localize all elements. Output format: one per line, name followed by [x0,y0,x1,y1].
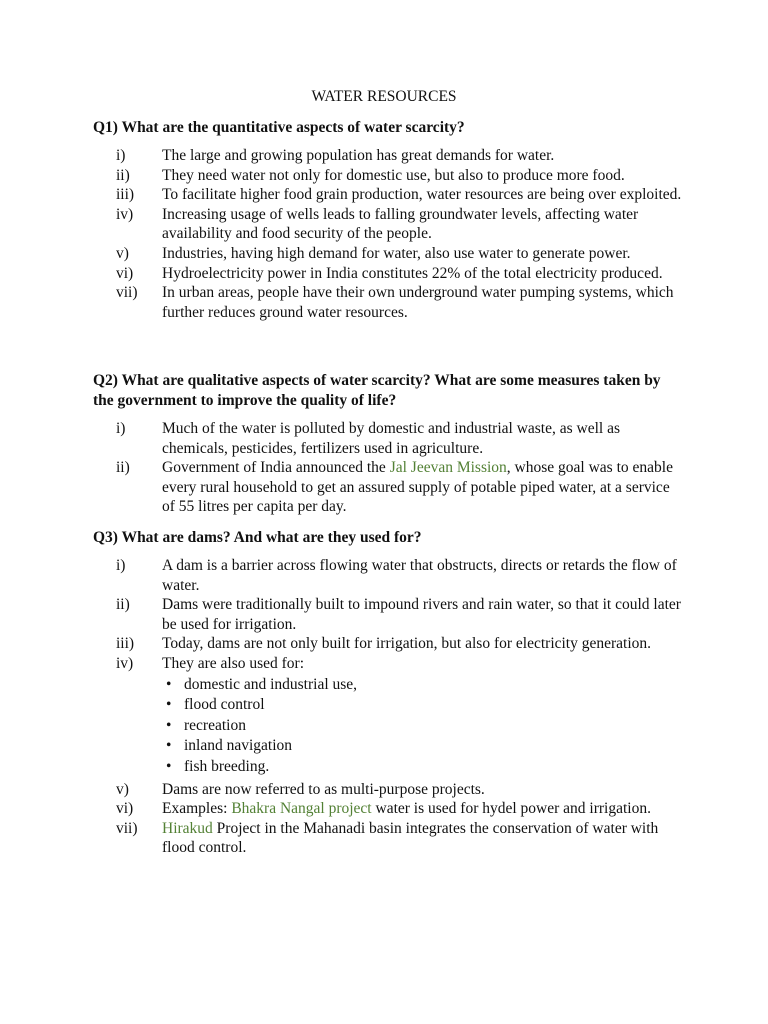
question-2: Q2) What are qualitative aspects of water scarcity? What are some measures taken by the government to improve the quality of life? [93,372,661,409]
bullet-item [162,716,686,737]
item-text: Today, dams are not only built for irrigation, but also for electricity generation. [162,635,652,653]
list-item [116,264,686,284]
list-item [116,595,686,634]
list-item [116,556,686,595]
list-item [116,283,686,322]
list-item [116,185,686,205]
q2-list [116,419,686,517]
list-item [116,458,686,517]
item-text: To facilitate higher food grain production, water resources are being over exploited. [162,186,682,204]
item-text: Much of the water is polluted by domestic and industrial waste, as well as chemicals, pesticides, fertilizers used in agriculture. [162,420,621,457]
item-number: vi) [116,800,134,818]
item-text: Hydroelectricity power in India constitutes 22% of the total electricity produced. [162,264,663,282]
item-text-after: Project in the Mahanadi basin integrates the conservation of water with flood control. [162,819,659,857]
bullet-item [162,695,686,716]
bullet-icon: • [166,737,172,755]
item-number: vii) [116,284,138,302]
hirakud-link[interactable]: Hirakud [162,819,213,837]
list-item [116,654,686,780]
bullet-icon: • [166,716,172,734]
list-item [116,634,686,654]
bullet-icon: • [166,696,172,714]
item-number: iv) [116,205,134,223]
item-number: ii) [116,166,130,184]
q1-list [116,146,686,322]
dam-uses-list [162,675,686,778]
item-text: Dams are now referred to as multi-purpose projects. [162,780,485,798]
item-text: Dams were traditionally built to impound rivers and rain water, so that it could later be used for irrigation. [162,596,681,633]
item-number: vi) [116,264,134,282]
bullet-icon: • [166,757,172,775]
item-number: vii) [116,819,138,837]
item-number: v) [116,244,129,262]
list-item [116,166,686,186]
item-text: Industries, having high demand for water, also use water to generate power. [162,244,631,262]
bullet-item [162,757,686,778]
list-item [116,146,686,166]
item-number: i) [116,420,126,437]
item-text [162,458,686,517]
bullet-text: inland navigation [184,737,293,755]
item-text: In urban areas, people have their own underground water pumping systems, which further reduces ground water resources. [162,284,674,321]
item-number: iv) [116,654,134,672]
item-text-after: , whose goal was to enable every rural household to get an assured supply of potable piped water, at a service of 55 litres per capita per day. [162,459,673,516]
bullet-icon: • [166,675,172,693]
bullet-item [162,675,686,696]
question-1: Q1) What are the quantitative aspects of water scarcity? [93,119,465,136]
bullet-text: fish breeding. [184,757,270,775]
item-number: i) [116,557,126,574]
list-item [116,780,686,800]
item-number: iii) [116,186,135,204]
question-3: Q3) What are dams? And what are they used for? [93,529,422,546]
document-title: WATER RESOURCES [311,88,457,105]
item-number: ii) [116,596,130,614]
list-item [116,244,686,264]
item-text-before: Government of India announced the [162,459,390,477]
item-number: iii) [116,635,135,653]
item-text [162,654,686,780]
item-text: Increasing usage of wells leads to falling groundwater levels, affecting water availability and food security of the people. [162,205,639,243]
item-number: v) [116,780,129,798]
item-text [162,799,686,819]
bullet-item [162,736,686,757]
item-text: A dam is a barrier across flowing water that obstructs, directs or retards the flow of water. [162,557,677,594]
bullet-text: recreation [184,716,246,734]
item-text [162,819,686,858]
bullet-text: flood control [184,696,265,714]
item-text-after: water is used for hydel power and irrigation. [371,800,651,818]
item-text: They need water not only for domestic use, but also to produce more food. [162,166,625,184]
item-number: ii) [116,459,130,477]
list-item [116,819,686,858]
q3-list [116,556,686,858]
list-item [116,799,686,819]
jal-jeevan-mission-link[interactable]: Jal Jeevan Mission [389,459,507,477]
item-text: The large and growing population has great demands for water. [162,147,555,164]
list-item [116,205,686,244]
item-text-before: Examples: [162,800,232,818]
item-text-intro: They are also used for: [162,654,305,672]
list-item [116,419,686,458]
item-number: i) [116,147,126,164]
bhakra-nangal-link[interactable]: Bhakra Nangal project [231,800,372,818]
bullet-text: domestic and industrial use, [184,675,358,693]
